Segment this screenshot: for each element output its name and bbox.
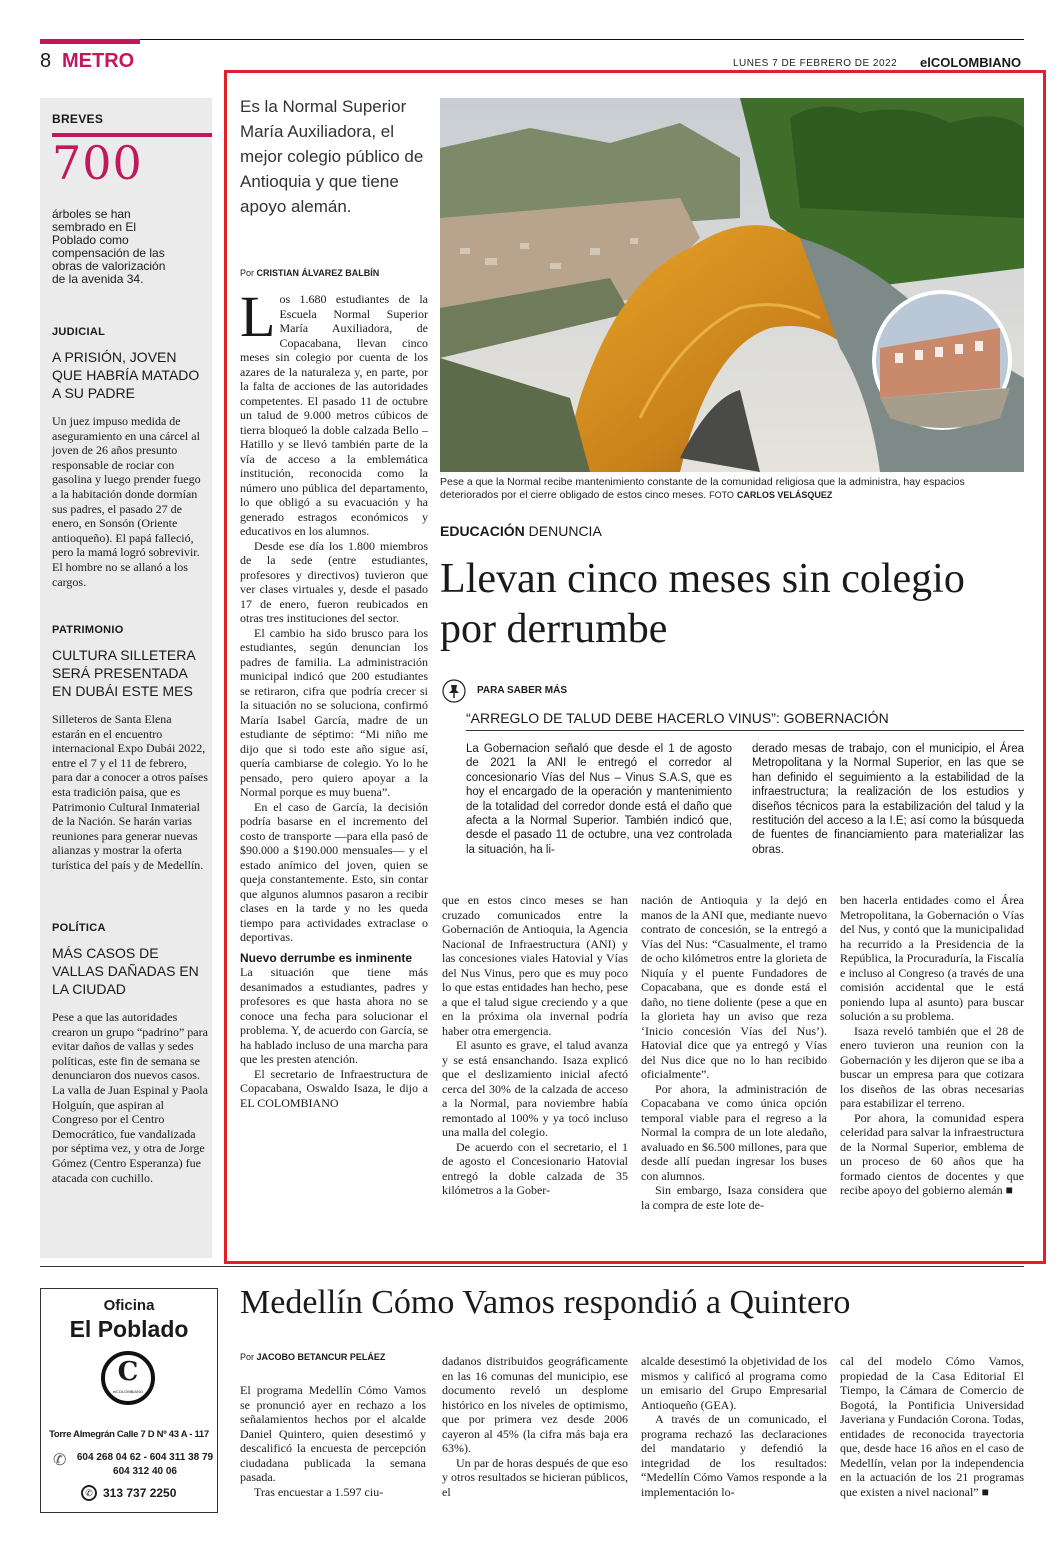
article2-byline-prefix: Por: [240, 1352, 255, 1362]
subhead: Nuevo derrumbe es inminente: [240, 950, 413, 965]
article-column-1: [240, 284, 428, 1110]
ad-phones-2: 604 312 40 06: [113, 1466, 177, 1477]
brief-body-judicial: Un juez impuso medida de aseguramiento en una cárcel al joven de 26 años presunto responsable de rociar con gasolina y luego prender fuego a la habitación donde dormían sus padres, el pasado 27 de enero, en Sonsón (Oriente antioqueño). El papá falleció, pero la mamá logró sobrevivir. El hombre no se allanó a los cargos.: [52, 414, 201, 589]
section-name: METRO: [62, 50, 135, 72]
brief-body-politica: Pese a que las autoridades crearon un grupo “padrino” para evitar daños de vallas y sedes políticas, este fin de semana se denunciaron dos nuevos casos. La valla de Juan Espinal y Paola Holguín, que aspiran al Congreso por el Centro Democrático, fue vandalizada por séptima vez, y otra de Jorge Gómez (Centro Esperanza) fue atacada con cuchillo.: [52, 1010, 208, 1185]
caption-text: Pese a que la Normal recibe mantenimiento constante de la comunidad religiosa que la administra, hay espacios deteriorados por el cierre obligado de estos cinco meses.: [440, 476, 965, 501]
ad-phones-1: 604 268 04 62 - 604 311 38 79: [76, 1452, 214, 1463]
article-byline: [240, 268, 379, 278]
end-mark-icon-2: ■: [981, 1484, 989, 1499]
logo-letter: C: [117, 1357, 139, 1387]
col3-para-2: Por ahora, la administración de Copacabana ve como única opción temporal viable para el regreso a la Normal la compra de un lote aledaño, avaluado en $6.500 millones, para que desde allí puedan ingresar los buses con alumnos.: [641, 1081, 827, 1183]
para-saber-mas-col-2: derado mesas de trabajo, con el municipio, el Área Metropolitana y la Normal Superior, en las que se han definido el seguimiento a la estabilidad de la infraestructura; la realización de los estudios y diseños técnicos para la estabilización del talud y la restitución del acceso a la I.E; así como la búsqueda de fuentes de financiamiento para materializar las obras.: [752, 743, 1024, 856]
photo-credit-prefix: FOTO: [709, 490, 734, 500]
top-rule: [40, 39, 1024, 40]
brief-body-patrimonio: Silleteros de Santa Elena estarán en el encuentro internacional Expo Dubái 2022, entre el 7 y el 11 de febrero, para dar a conocer a otros países esta tradición paisa, que es Patrimonio Cultural Inmaterial de la Nación. Se harán varias reuniones para generar nuevas alianzas y mostrar la oferta turística del país y de Medellín.: [52, 712, 208, 872]
a2-col2-para-2: Un par de horas después de que eso y otros resultados se hicieran públicos, el: [442, 1455, 628, 1499]
a2-col3-para-2: A través de un comunicado, el programa rechazó las declaraciones del mandatario y defendió la integridad de los resultados: “Medellín Cómo Vamos responde a la implementación lo-: [641, 1412, 827, 1499]
article2-column-2: [442, 1354, 628, 1499]
brief-headline-patrimonio: CULTURA SILLETERA SERÁ PRESENTADA EN DUBÁI ESTE MES: [52, 647, 195, 699]
col1-para-6: El secretario de Infraestructura de Copacabana, Oswaldo Isaza, le dijo a EL COLOMBIANO: [240, 1066, 428, 1110]
ad-address: Torre Almegrán Calle 7 D Nº 43 A - 117: [49, 1429, 209, 1440]
col1-para-2: Desde ese día los 1.800 miembros de la sede (entre estudiantes, profesores y directivos) tuvieron que ver clases virtuales y, desde el pasado 17 de enero, fueron reubicados en otras tres instituciones del sector.: [240, 538, 428, 625]
article2-byline-author: JACOBO BETANCUR PELÁEZ: [256, 1352, 386, 1362]
brief-headline-judicial: A PRISIÓN, JOVEN QUE HABRÍA MATADO A SU PADRE: [52, 349, 200, 401]
section-color-bar: [40, 39, 140, 44]
article2-column-4: [840, 1354, 1024, 1499]
page-number: 8: [40, 50, 52, 72]
end-mark-icon: ■: [1005, 1183, 1013, 1197]
photo-credit: CARLOS VELÁSQUEZ: [736, 490, 833, 500]
col1-para-5: La situación que tiene más desanimados a estudiantes, padres y profesores es que hasta ahora no se conoce una fecha para solucionar el problema. Y, de acuerdo con García, se ha hablado incluso de una marcha para que les presten atención.: [240, 965, 428, 1066]
article-deck: Es la Normal Superior María Auxiliadora, el mejor colegio público de Antioquia y que tiene apoyo alemán.: [240, 97, 424, 216]
para-saber-mas-col-1: La Gobernacion señaló que desde el 1 de agosto de 2021 la ANI le entregó el corredor al concesionario Vías del Nus – Vinus S.A.S, que es hoy el encargado de la operación y mantenimiento de la totalidad del corredor donde está el daño que afecta a la Normal Superior. También indicó que, desde el pasado 11 de octubre, una vez controlada la situación, ha li-: [466, 743, 732, 856]
landslide-photo: [440, 98, 1024, 472]
para-saber-mas-label: PARA SABER MÁS: [477, 685, 568, 696]
office-ad: [40, 1288, 218, 1513]
col4-para-1: ben hacerla entidades como el Área Metropolitana, la Gobernación o Vías del Nus, y contó que la municipalidad ha recurrido a la Presidencia de la República, la Procuraduría, la Fiscalía e incluso al Congreso (a través de una comisión accidental que le está poniendo lupa al asunto) para buscar solución a su problema.: [840, 893, 1024, 1023]
a2-col2-para-1: dadanos distribuidos geográficamente en las 16 comunas del municipio, ese documento reveló un desplome histórico en los niveles de optimismo, que por primera vez desde 2006 cayeron al 45% (la cifra más baja era 63%).: [442, 1354, 628, 1455]
col4-para-3: Por ahora, la comunidad espera celeridad para salvar la infraestructura de la Normal Superior, emblema de un proceso de 60 años que ha formado cientos de docentes y que recibe apoyo del gobierno alemán: [840, 1110, 1024, 1197]
a2-col3-para-1: alcalde desestimó la objetividad de los mismos y calificó al programa como un emisario del Grupo Empresarial Antioqueño (GEA).: [641, 1354, 827, 1412]
breves-title: BREVES: [52, 112, 104, 126]
para-saber-mas-title: “ARREGLO DE TALUD DEBE HACERLO VINUS”: GOBERNACIÓN: [466, 710, 889, 726]
article2-column-3: [641, 1354, 827, 1499]
col3-para-3: Sin embargo, Isaza considera que la compra de este lote de-: [641, 1183, 827, 1212]
col3-para-1: nación de Antioquia y la dejó en manos de la ANI que, mediante nuevo contrato de concesión, se la entregó a Vías del Nus: “Casualmente, el tramo de ocho kilómetros entre la glorieta de Niquía y el puente Fundadores de Copacabana, que es donde está el daño, no tiene doliente (pese a que en la glorieta hay un aviso que reza ‘Inicio concesión Vías del Nus’). Hatovial dice que ya entregó y Vías del Nus dice que no lo han recibido oficialmente”.: [641, 893, 827, 1081]
col1-para-3: El cambio ha sido brusco para los estudiantes, según denuncian los padres de familia. La administración municipal indicó que 200 estudiantes se retiraron, cifra que podría crecer si la situación no se soluciona, confirmó María Isabel García, madre de un estudiante de séptimo: “Mi niño me dijo que si todo este año sigue así, quería cambiarse de colegio. Yo lo he pensado, pero quiero apoyar a la Normal porque es muy buena”.: [240, 625, 428, 799]
a2-col4-para-1: cal del modelo Cómo Vamos, propiedad de la Casa Editorial El Tiempo, la Cámara de Comercio de Bogotá, la Pontificia Universidad Javeriana y Fundación Corona. Todas, entidades de reconocida trayectoria que, desde hace 16 años en el caso de Medellín, velan por la independencia en la actuación de los 21 programas que existen a nivel nacional”: [840, 1354, 1024, 1499]
col2-para-2: El asunto es grave, el talud avanza y se está ensanchando. Isaza explicó que el deslizamiento inicial afectó cerca del 30% de la calzada de acceso a la Normal, para noviembre había remontado al 100% y ya tocó incluso una malla del colegio.: [442, 1038, 628, 1139]
brief-tag-politica: POLÍTICA: [52, 922, 106, 934]
breves-big-text: árboles se han sembrado en El Poblado como compensación de las obras de valorización de la avenida 34.: [52, 207, 166, 286]
issue-date: LUNES 7 DE FEBRERO DE 2022: [733, 58, 898, 69]
newspaper-brand: elCOLOMBIANO: [920, 55, 1022, 70]
kicker-section: EDUCACIÓN: [440, 523, 525, 539]
col2-para-3: De acuerdo con el secretario, el 1 de agosto el Concesionario Hatovial entregó la doble calzada de 35 kilómetros a la Gober-: [442, 1139, 628, 1197]
article-column-3: [641, 893, 827, 1212]
brief-headline-politica: MÁS CASOS DE VALLAS DAÑADAS EN LA CIUDAD: [52, 945, 199, 997]
whatsapp-icon: ✆: [81, 1485, 97, 1501]
col4-para-2: Isaza reveló también que el 28 de enero tuvieron una reunion con la Gobernación y les dijeron que se iba a buscar un empresa para que cotizara los diseños de las obras necesarias para estabilizar el terreno.: [840, 1023, 1024, 1110]
kicker-type: DENUNCIA: [528, 523, 602, 539]
article-column-2: [442, 893, 628, 1198]
brief-tag-patrimonio: PATRIMONIO: [52, 624, 124, 636]
byline-prefix: Por: [240, 268, 255, 278]
brief-tag-judicial: JUDICIAL: [52, 326, 106, 338]
ad-whatsapp: 313 737 2250: [103, 1486, 177, 1500]
breves-sidebar: [40, 98, 212, 1258]
bottom-rule: [40, 1266, 1024, 1267]
article2-byline: [240, 1352, 385, 1362]
dropcap: L: [240, 284, 276, 349]
col2-para-1: que en estos cinco meses se han cruzado comunicados entre la Gobernación de Antioquia, la Agencia Nacional de Infraestructura (ANI) y las concesiones viales Hatovial y Vías del Nus Vinus, pero que es muy poco lo que estas entidades han hecho, pese a que el talud sigue creciendo y a que en la próxima ola invernal podría haber otra emergencia.: [442, 893, 628, 1038]
ad-line-1: Oficina: [103, 1297, 155, 1314]
a2-col1-para-2: Tras encuestar a 1.597 ciu-: [254, 1484, 384, 1499]
phone-icon: ✆: [53, 1452, 67, 1469]
col1-para-1: os 1.680 estudiantes de la Escuela Normal Superior María Auxiliadora, de Copacabana, llevan cinco meses sin colegio por cuenta de los azares de la naturaleza y, en parte, por la falta de acciones de las autoridades competentes. El pasado 11 de octubre un talud de 9.000 metros cúbicos de tierra bloqueó la doble calzada Bello – Hatillo y se llevó también parte de la vía de acceso a la emblemática institución, reconocida como la número uno pública del departamento, lo que obligó a su evacuación y ha generado estragos económicos y educativos en los alumnos.: [240, 292, 428, 538]
para-saber-mas-rule: [466, 730, 1024, 731]
byline-author: CRISTIAN ÁLVAREZ BALBÍN: [256, 268, 380, 278]
ad-line-2: El Poblado: [69, 1316, 189, 1342]
logo-subtext: elCOLOMBIANO: [112, 1389, 144, 1394]
newspaper-logo: [101, 1351, 155, 1405]
landslide-photo-art: [440, 98, 1024, 472]
pin-icon: [442, 679, 466, 707]
article2-column-1: [240, 1383, 426, 1499]
article-column-4: [840, 893, 1024, 1198]
photo-caption: [440, 476, 1024, 502]
article-headline: Llevan cinco meses sin colegio por derrumbe: [440, 556, 965, 652]
breves-big-number: 700: [52, 136, 143, 190]
article2-headline: Medellín Cómo Vamos respondió a Quintero: [240, 1284, 851, 1321]
article-kicker: [440, 523, 602, 539]
col1-para-4: En el caso de García, la decisión podría basarse en el incremento del costo de transporte —para ella pasó de $90.000 a $190.000 mensuales— y el estado anímico del joven, quien se queja constantemente. Esto, sin contar que algunos alumnos pasaron a recibir clases en la tarde y no les queda tiempo para actividades extraclase o deportivas.: [240, 799, 428, 944]
a2-col1-para-1: El programa Medellín Cómo Vamos se pronunció ayer en rechazo a los señalamientos hechos por el alcalde Daniel Quintero, quien desestimó y descalificó la encuesta de percepción ciudadana publicada la semana pasada.: [240, 1383, 426, 1484]
